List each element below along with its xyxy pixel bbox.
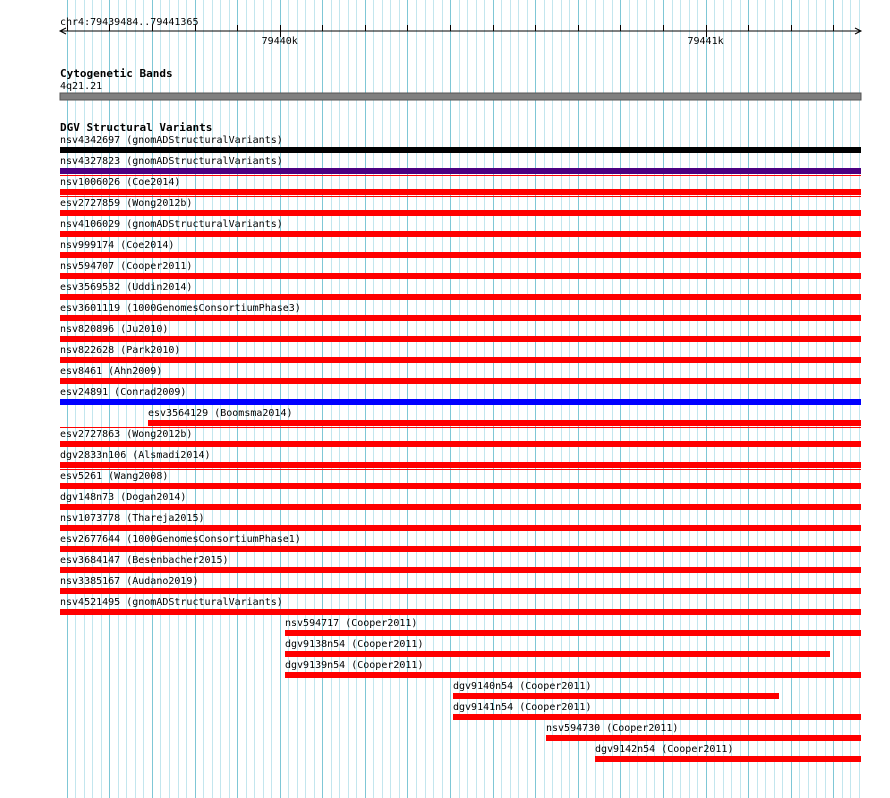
- feature-label: dgv9138n54 (Cooper2011): [285, 639, 424, 650]
- feature-bar[interactable]: [60, 588, 861, 594]
- feature-bar[interactable]: [60, 462, 861, 468]
- ruler-tick-label: 79441k: [687, 36, 724, 47]
- feature-label: nsv594707 (Cooper2011): [60, 261, 193, 272]
- feature-bar[interactable]: [148, 420, 861, 426]
- feature-bar[interactable]: [60, 294, 861, 300]
- feature-bar[interactable]: [60, 546, 861, 552]
- feature-label: esv3684147 (Besenbacher2015): [60, 555, 229, 566]
- feature-label: dgv9139n54 (Cooper2011): [285, 660, 424, 671]
- ruler-tick-label: 79440k: [261, 36, 298, 47]
- feature-label: nsv594717 (Cooper2011): [285, 618, 418, 629]
- feature-label: esv2727859 (Wong2012b): [60, 198, 193, 209]
- feature-label: esv8461 (Ahn2009): [60, 366, 163, 377]
- feature-bar[interactable]: [60, 336, 861, 342]
- feature-label: esv3564129 (Boomsma2014): [148, 408, 293, 419]
- feature-label: nsv4106029 (gnomADStructuralVariants): [60, 219, 283, 230]
- feature-bar[interactable]: [60, 273, 861, 279]
- dgv-feature[interactable]: [453, 681, 779, 699]
- feature-label: esv5261 (Wang2008): [60, 471, 169, 482]
- feature-bar[interactable]: [60, 168, 861, 174]
- feature-label: esv24891 (Conrad2009): [60, 387, 187, 398]
- feature-bar[interactable]: [595, 756, 861, 762]
- feature-bar[interactable]: [60, 357, 861, 363]
- feature-label: nsv3385167 (Audano2019): [60, 576, 199, 587]
- feature-bar[interactable]: [453, 693, 779, 699]
- feature-bar[interactable]: [60, 609, 861, 615]
- feature-bar[interactable]: [60, 441, 861, 447]
- feature-label: nsv4521495 (gnomADStructuralVariants): [60, 597, 283, 608]
- feature-label: dgv9140n54 (Cooper2011): [453, 681, 592, 692]
- cytoband-label: 4q21.21: [60, 81, 103, 92]
- feature-label: nsv1073778 (Thareja2015): [60, 513, 205, 524]
- feature-bar[interactable]: [60, 315, 861, 321]
- region-label: chr4:79439484..79441365: [60, 17, 199, 28]
- feature-label: nsv999174 (Coe2014): [60, 240, 175, 251]
- cytoband-track-title: Cytogenetic Bands: [60, 67, 173, 80]
- feature-label: dgv2833n106 (Alsmadi2014): [60, 450, 211, 461]
- feature-bar[interactable]: [60, 567, 861, 573]
- feature-bar[interactable]: [60, 399, 861, 405]
- feature-label: dgv148n73 (Dogan2014): [60, 492, 187, 503]
- feature-bar[interactable]: [60, 231, 861, 237]
- feature-label: nsv1006026 (Coe2014): [60, 177, 181, 188]
- feature-label: esv3569532 (Uddin2014): [60, 282, 193, 293]
- feature-bar[interactable]: [60, 483, 861, 489]
- feature-label: esv2727863 (Wong2012b): [60, 429, 193, 440]
- feature-bar[interactable]: [60, 189, 861, 195]
- feature-label: nsv820896 (Ju2010): [60, 324, 169, 335]
- feature-label: dgv9142n54 (Cooper2011): [595, 744, 734, 755]
- feature-bar[interactable]: [60, 252, 861, 258]
- feature-label: esv2677644 (1000GenomesConsortiumPhase1): [60, 534, 301, 545]
- dgv-feature[interactable]: [595, 744, 861, 762]
- dgv-feature[interactable]: [546, 723, 861, 741]
- feature-bar[interactable]: [285, 651, 830, 657]
- feature-label: nsv594730 (Cooper2011): [546, 723, 679, 734]
- feature-bar[interactable]: [546, 735, 861, 741]
- feature-label: nsv4327823 (gnomADStructuralVariants): [60, 156, 283, 167]
- feature-bar[interactable]: [285, 672, 861, 678]
- feature-bar[interactable]: [60, 525, 861, 531]
- feature-bar[interactable]: [60, 147, 861, 153]
- feature-bar[interactable]: [453, 714, 861, 720]
- feature-bar[interactable]: [60, 378, 861, 384]
- feature-label: dgv9141n54 (Cooper2011): [453, 702, 592, 713]
- feature-label: nsv822628 (Park2010): [60, 345, 181, 356]
- feature-bar[interactable]: [60, 210, 861, 216]
- feature-label: nsv4342697 (gnomADStructuralVariants): [60, 135, 283, 146]
- dgv-track-title: DGV Structural Variants: [60, 121, 213, 134]
- feature-label: esv3601119 (1000GenomesConsortiumPhase3): [60, 303, 301, 314]
- cytoband-bar[interactable]: [60, 93, 861, 100]
- feature-bar[interactable]: [60, 504, 861, 510]
- dgv-feature[interactable]: [148, 408, 861, 426]
- feature-bar[interactable]: [285, 630, 861, 636]
